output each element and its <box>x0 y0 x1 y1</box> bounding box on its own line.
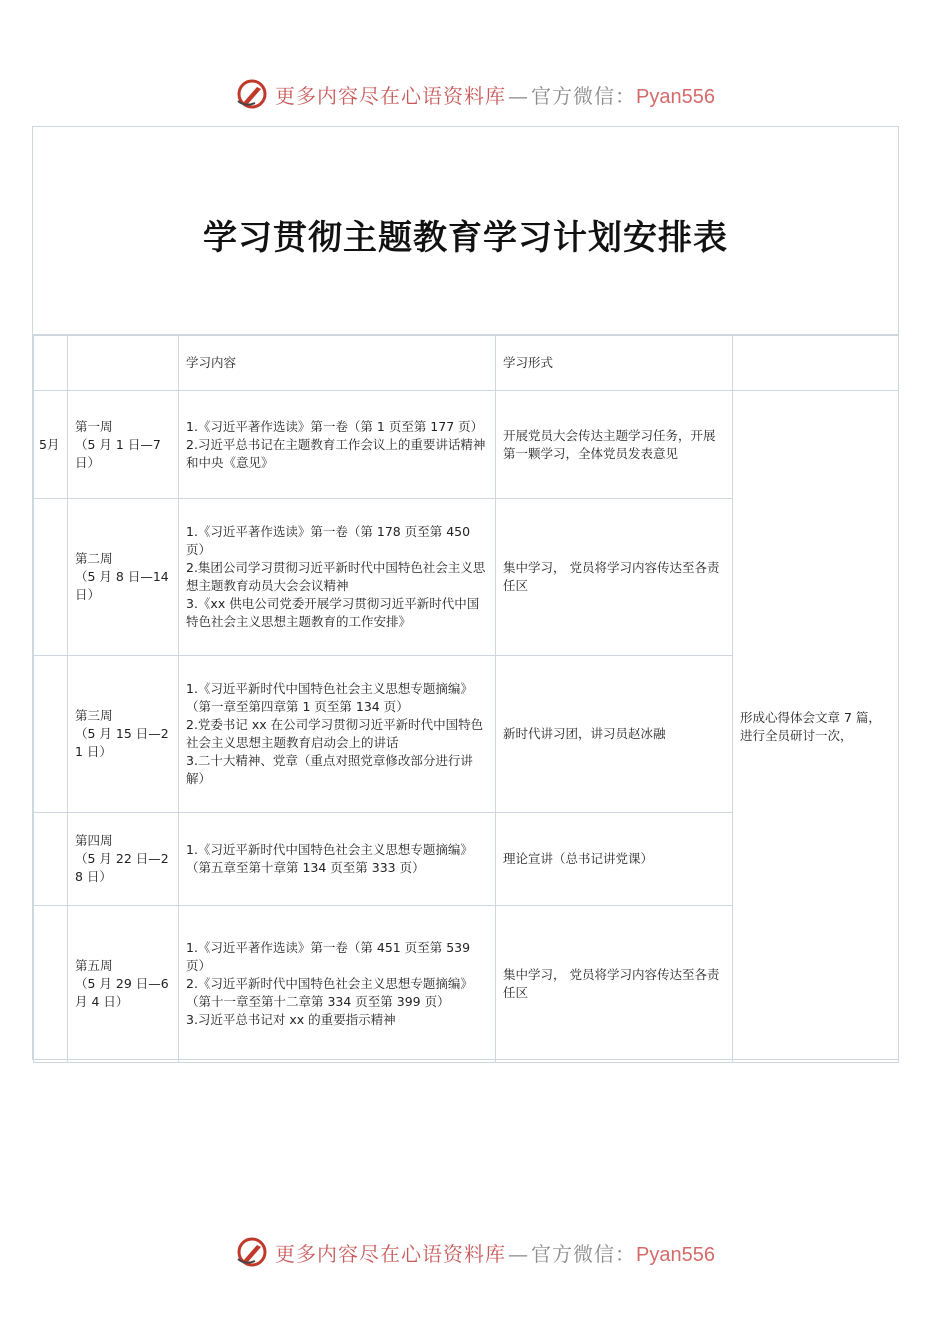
watermark-top <box>0 74 950 114</box>
content-item: 1.《习近平著作选读》第一卷（第 178 页至第 450 页） <box>186 524 471 557</box>
content-item: 1.《习近平新时代中国特色社会主义思想专题摘编》（第一章至第四章第 1 页至第 134 页） <box>186 681 473 714</box>
watermark-wechat-label: 官方微信： <box>531 83 637 108</box>
watermark-wechat-label: 官方微信： <box>531 1241 637 1266</box>
week-range: （5 月 15 日—21 日） <box>75 726 169 759</box>
content-item: 1.《习近平新时代中国特色社会主义思想专题摘编》（第五章至第十章第 134 页至第 333 页） <box>186 842 473 875</box>
plan-table <box>33 335 899 1063</box>
header-cell-form: 学习形式 <box>496 336 733 391</box>
month-cell: 5月 <box>34 391 68 499</box>
table-row <box>34 391 899 499</box>
content-item: 2.党委书记 xx 在公司学习贯彻习近平新时代中国特色社会主义思想主题教育启动会上的讲话 <box>186 717 484 750</box>
content-cell <box>179 499 496 656</box>
week-range: （5 月 8 日—14 日） <box>75 569 169 602</box>
form-cell: 集中学习， 党员将学习内容传达至各责任区 <box>496 906 733 1063</box>
header-cell-month <box>34 336 68 391</box>
table-header-row <box>34 336 899 391</box>
content-item: 2.集团公司学习贯彻习近平新时代中国特色社会主义思想主题教育动员大会会议精神 <box>186 560 486 593</box>
page-title: 学习贯彻主题教育学习计划安排表 <box>203 218 728 258</box>
content-cell <box>179 813 496 906</box>
content-item: 1.《习近平著作选读》第一卷（第 451 页至第 539 页） <box>186 940 471 973</box>
content-item: 2.习近平总书记在主题教育工作会议上的重要讲话精神和中央《意见》 <box>186 436 486 470</box>
content-cell <box>179 656 496 813</box>
week-name: 第一周 <box>75 418 113 434</box>
week-range: （5 月 29 日—6 月 4 日） <box>75 976 169 1009</box>
week-name: 第四周 <box>75 833 113 848</box>
header-cell-remarks <box>733 336 899 391</box>
form-cell: 新时代讲习团，讲习员赵冰融 <box>496 656 733 813</box>
watermark-bottom <box>0 1232 950 1272</box>
watermark-wechat-id: Pyan556 <box>636 85 715 108</box>
watermark-sep: — <box>508 1241 530 1266</box>
watermark-wechat-id: Pyan556 <box>636 1243 715 1266</box>
watermark-text <box>275 80 715 109</box>
week-cell <box>68 499 179 656</box>
header-cell-content: 学习内容 <box>179 336 496 391</box>
document-frame <box>32 126 899 1060</box>
content-cell <box>179 906 496 1063</box>
form-cell: 理论宣讲（总书记讲党课） <box>496 813 733 906</box>
month-cell-empty <box>34 656 68 813</box>
logo-icon <box>235 1235 269 1269</box>
content-item: 3.《xx 供电公司党委开展学习贯彻习近平新时代中国特色社会主义思想主题教育的工作安排》 <box>186 596 480 629</box>
week-cell <box>68 906 179 1063</box>
week-cell <box>68 391 179 499</box>
week-name: 第五周 <box>75 958 113 973</box>
content-cell <box>179 391 496 499</box>
week-cell <box>68 813 179 906</box>
title-area <box>33 127 898 335</box>
form-cell: 集中学习， 党员将学习内容传达至各责任区 <box>496 499 733 656</box>
watermark-prefix: 更多内容尽在心语资料库 <box>275 1241 507 1266</box>
watermark-sep: — <box>508 83 530 108</box>
week-range: （5 月 1 日—7 日） <box>75 436 161 470</box>
content-item: 3.习近平总书记对 xx 的重要指示精神 <box>186 1012 396 1027</box>
watermark-text <box>275 1238 715 1267</box>
week-name: 第三周 <box>75 708 113 723</box>
content-item: 2.《习近平新时代中国特色社会主义思想专题摘编》（第十一章至第十二章第 334 页至第 399 页） <box>186 976 473 1009</box>
month-cell-empty <box>34 499 68 656</box>
watermark-prefix: 更多内容尽在心语资料库 <box>275 83 507 108</box>
month-cell-empty <box>34 906 68 1063</box>
month-cell-empty <box>34 813 68 906</box>
week-cell <box>68 656 179 813</box>
form-cell: 开展党员大会传达主题学习任务，开展第一颗学习，全体党员发表意见 <box>496 391 733 499</box>
content-item: 3.二十大精神、党章（重点对照党章修改部分进行讲解） <box>186 753 473 786</box>
week-name: 第二周 <box>75 551 113 566</box>
content-item: 1.《习近平著作选读》第一卷（第 1 页至第 177 页） <box>186 418 484 434</box>
logo-icon <box>235 77 269 111</box>
summary-cell: 形成心得体会文章 7 篇，进行全员研讨一次， <box>733 391 899 1063</box>
week-range: （5 月 22 日—28 日） <box>75 851 169 884</box>
header-cell-week <box>68 336 179 391</box>
